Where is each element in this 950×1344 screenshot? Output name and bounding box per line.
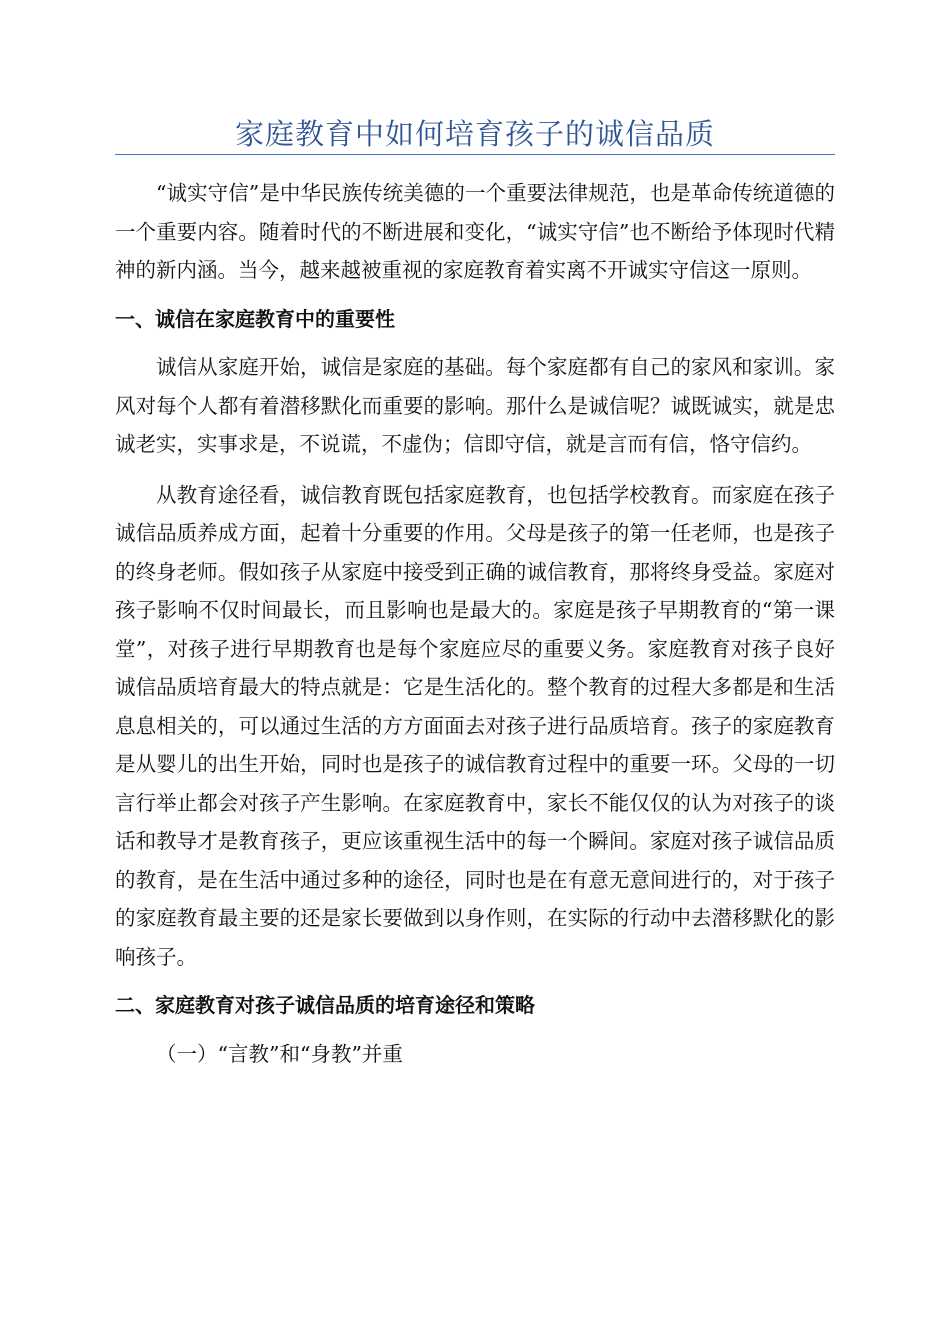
document-title: 家庭教育中如何培育孩子的诚信品质 <box>234 117 715 151</box>
spacer <box>115 1025 835 1035</box>
section-1-paragraph-1: 诚信从家庭开始，诚信是家庭的基础。每个家庭都有自己的家风和家训。家风对每个人都有着潜移默化而重要的影响。那什么是诚信呢？诚既诚实，就是忠诚老实，实事求是，不说谎，不虚伪；信即守信，就是言而有信，恪守信约。 <box>115 355 835 456</box>
section-2-heading: 二、家庭教育对孩子诚信品质的培育途径和策略 <box>115 993 535 1017</box>
title-underline <box>115 154 835 155</box>
spacer <box>115 976 835 986</box>
spacer <box>115 338 835 348</box>
spacer <box>115 290 835 300</box>
document-body <box>115 174 835 1073</box>
intro-paragraph: “诚实守信”是中华民族传统美德的一个重要法律规范，也是革命传统道德的一个重要内容。随着时代的不断进展和变化，“诚实守信”也不断给予体现时代精神的新内涵。当今，越来越被重视的家庭教育着实离不开诚实守信这一原则。 <box>115 181 835 282</box>
section-1-paragraph-2: 从教育途径看，诚信教育既包括家庭教育，也包括学校教育。而家庭在孩子诚信品质养成方面，起着十分重要的作用。父母是孩子的第一任老师，也是孩子的终身老师。假如孩子从家庭中接受到正确的诚信教育，那将终身受益。家庭对孩子影响不仅时间最长，而且影响也是最大的。家庭是孩子早期教育的“第一课堂”，对孩子进行早期教育也是每个家庭应尽的重要义务。家庭教育对孩子良好诚信品质培育最大的特点就是：它是生活化的。整个教育的过程大多都是和生活息息相关的，可以通过生活的方方面面去对孩子进行品质培育。孩子的家庭教育是从婴儿的出生开始，同时也是孩子的诚信教育过程中的重要一环。父母的一切言行举止都会对孩子产生影响。在家庭教育中，家长不能仅仅的认为对孩子的谈话和教导才是教育孩子，更应该重视生活中的每一个瞬间。家庭对孩子诚信品质的教育，是在生活中通过多种的途径，同时也是在有意无意间进行的，对于孩子的家庭教育最主要的还是家长要做到以身作则，在实际的行动中去潜移默化的影响孩子。 <box>115 482 835 969</box>
section-1-heading: 一、诚信在家庭教育中的重要性 <box>115 306 395 331</box>
section-2-subheading: （一）“言教”和“身教”并重 <box>156 1041 403 1066</box>
spacer <box>115 464 835 476</box>
